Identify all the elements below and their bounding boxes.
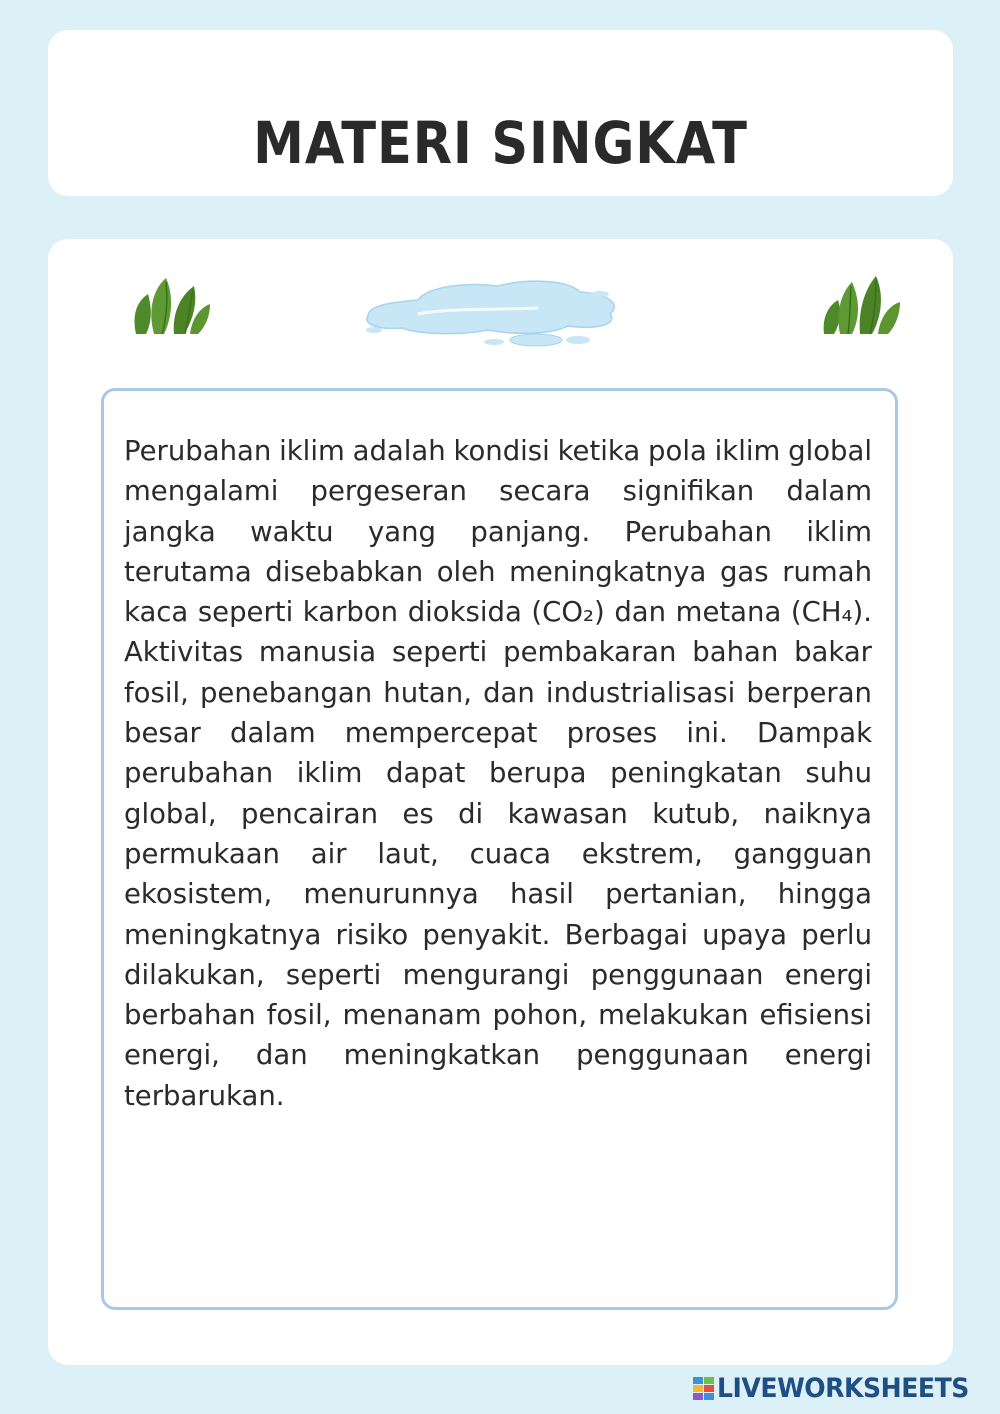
- plant-icon: [130, 272, 212, 336]
- brand-name: LIVEWORKSHEETS: [717, 1373, 969, 1404]
- content-paragraph: Perubahan iklim adalah kondisi ketika pola iklim global mengalami pergeseran secara signifikan dalam jangka waktu yang panjang. Perubahan iklim terutama disebabkan oleh meningkatnya gas rumah kaca seperti karbon dioksida (CO₂) dan metana (CH₄). Aktivitas manusia seperti pembakaran bahan bakar fosil, penebangan hutan, dan industrialisasi berperan besar dalam mempercepat proses ini. Dampak perubahan iklim dapat berupa peningkatan suhu global, pencairan es di kawasan kutub, naiknya permukaan air laut, cuaca ekstrem, gangguan ekosistem, menurunnya hasil pertanian, hingga meningkatnya risiko penyakit. Berbagai upaya perlu dilakukan, seperti mengurangi penggunaan energi berbahan fosil, menanam pohon, melakukan efisiensi energi, dan meningkatkan penggunaan energi terbarukan.: [124, 435, 872, 1112]
- water-puddle-icon: [348, 274, 626, 354]
- liveworksheets-logo-icon: [693, 1377, 715, 1401]
- plant-icon: [820, 272, 902, 336]
- text-box: [101, 388, 898, 1310]
- brand-footer[interactable]: [693, 1373, 993, 1405]
- title-card: [48, 30, 953, 196]
- page-title: MATERI SINGKAT: [253, 109, 748, 177]
